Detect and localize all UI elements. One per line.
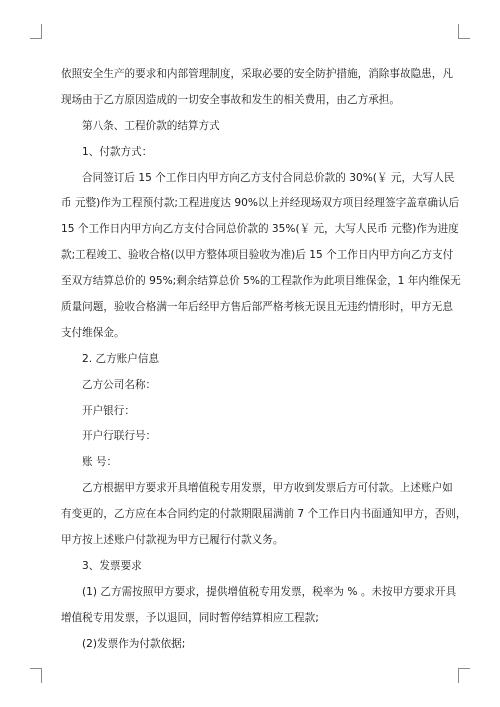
text-line: 款;工程竣工、验收合格(以甲方整体项目验收为准)后 15 个工作日内甲方向乙方支付 xyxy=(61,249,454,262)
text-line: 3、发票要求 xyxy=(82,559,142,572)
text-line: 甲方按上述账户付款视为甲方已履行付款义务。 xyxy=(61,534,284,547)
text-line: 至双方结算总价的 95%;剩余结算总价 5%的工程款作为此项目维保金，1 年内维保无 xyxy=(61,275,461,288)
text-line: 现场由于乙方原因造成的一切安全事故和发生的相关费用，由乙方承担。 xyxy=(61,93,400,106)
text-line: 第八条、工程价款的结算方式 xyxy=(82,119,220,132)
text-line: 开户银行： xyxy=(82,404,135,417)
text-line: 质量问题，验收合格满一年后经甲方售后部严格考核无误且无违约情形时，甲方无息 xyxy=(61,301,453,314)
crop-mark-bottom-left xyxy=(30,668,42,683)
text-line: 币 元整)作为工程预付款;工程进度达 90%以上并经现场双方项目经理签字盖章确认后 xyxy=(61,197,460,210)
text-line: 乙方公司名称： xyxy=(82,378,157,391)
crop-mark-bottom-right xyxy=(458,668,470,683)
text-line: 开户行联行号： xyxy=(82,430,157,443)
crop-mark-top-left xyxy=(30,24,42,39)
text-line: 增值税专用发票，予以退回，同时暂停结算相应工程款; xyxy=(61,611,319,624)
text-line: 乙方根据甲方要求开具增值税专用发票，甲方收到发票后方可付款。上述账户如 xyxy=(82,482,453,495)
crop-mark-top-right xyxy=(458,24,470,39)
text-line: 15 个工作日内甲方向乙方支付合同总价款的 35%(￥ 元，大写人民币 元整)作为进度 xyxy=(61,223,459,236)
text-line: 1、付款方式： xyxy=(82,145,153,158)
text-line: 依照安全生产的要求和内部管理制度，采取必要的安全防护措施，消除事故隐患，凡 xyxy=(61,68,453,80)
text-line: 有变更的，乙方应在本合同约定的付款期限届满前 7 个工作日内书面通知甲方，否则， xyxy=(61,508,467,521)
text-line: (1) 乙方需按照甲方要求，提供增值税专用发票，税率为 % 。未按甲方要求开具 xyxy=(82,585,457,598)
text-line: 2. 乙方账户信息 xyxy=(82,352,160,365)
document-body xyxy=(61,62,467,657)
text-line: 账 号： xyxy=(82,456,118,469)
text-line: 合同签订后 15 个工作日内甲方向乙方支付合同总价款的 30%(￥ 元，大写人民 xyxy=(82,171,455,184)
text-line: (2)发票作为付款依据; xyxy=(82,637,186,650)
text-line: 支付维保金。 xyxy=(61,326,125,339)
